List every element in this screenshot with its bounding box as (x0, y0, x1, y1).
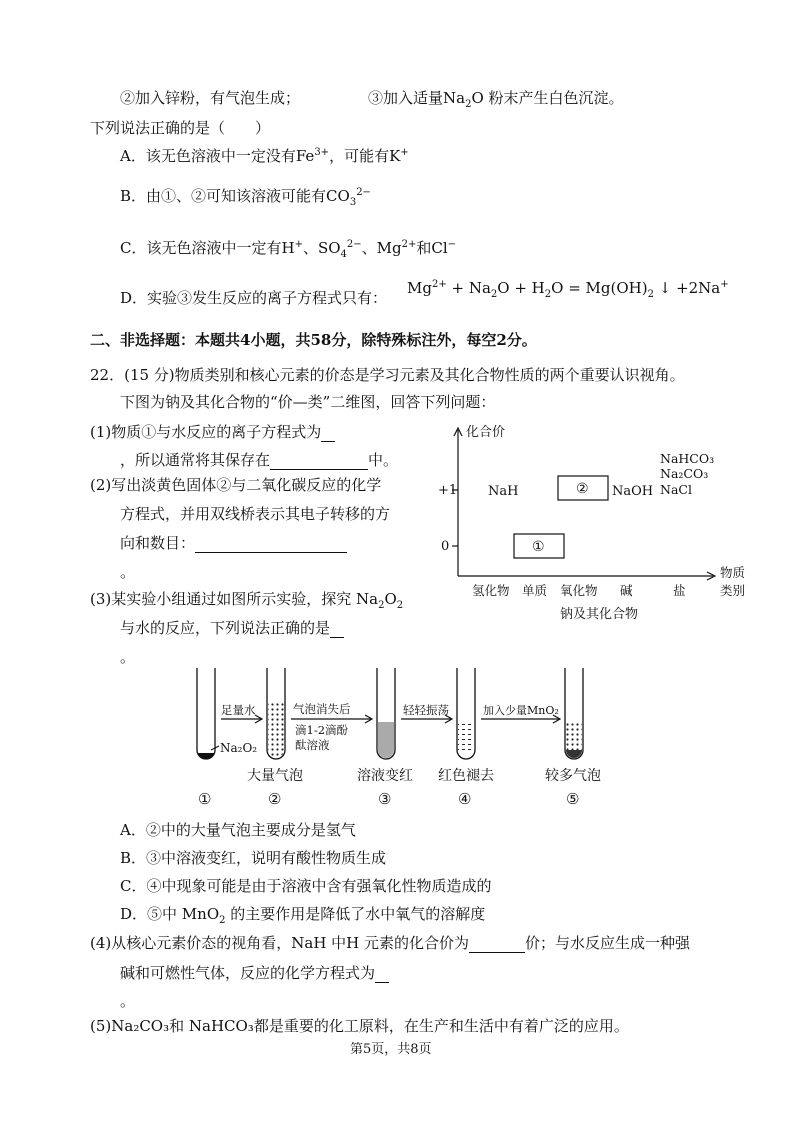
tube3-caption: 溶液变红 (357, 768, 413, 784)
q22-stem-line2: 下图为钠及其化合物的“价—类”二维图，回答下列问题： (120, 393, 496, 411)
tube4-number: ④ (458, 790, 472, 808)
x-cat-base: 碱 (620, 583, 633, 598)
ionic-equation: $Mg^{2+} + Na_2O + H_2O = Mg(OH)_2$ ↓ +2Na+ (407, 279, 729, 300)
x-axis-title-1: 物质 (720, 565, 746, 580)
arrow3-label: 轻轻振荡 (403, 703, 449, 717)
q21-option-a: A．该无色溶液中一定没有$Fe^{3+}$，可能有K+ (120, 147, 409, 165)
tube5-number: ⑤ (566, 790, 580, 808)
q21-option-c: C．该无色溶液中一定有H+、$SO_4^{2-}$、$Mg^{2+}$和Cl− (120, 239, 457, 260)
page-footer: 第5页，共8页 (350, 1042, 432, 1057)
q22-part3-line3: 。 (120, 648, 136, 666)
nah-label: NaH (488, 484, 519, 499)
q22-stem-line1: 22．(15 分)物质类别和核心元素的价态是学习元素及其化合物性质的两个重要认识视角。 (90, 366, 685, 384)
tube3-number: ③ (378, 790, 392, 808)
q22-part2-line1: (2)写出淡黄色固体②与二氧化碳反应的化学 (90, 476, 382, 494)
item-3-text: ③加入适量$Na_2O$ 粉末产生白色沉淀。 (368, 89, 624, 110)
tube4-caption: 红色褪去 (438, 768, 494, 784)
y-tick-0: 0 (441, 539, 450, 554)
y-tick-plus1: +1 (438, 483, 458, 498)
tube2-caption: 大量气泡 (247, 768, 303, 784)
arrow2-label-1: 气泡消失后 (293, 702, 351, 716)
q22-part3-line2: 与水的反应，下列说法正确的是 (120, 618, 344, 638)
answer-blank[interactable] (321, 425, 335, 442)
answer-blank[interactable] (469, 936, 525, 953)
experiment-diagram (185, 662, 615, 810)
box-1-label: ① (532, 539, 545, 555)
q22-part1-line1: (1)物质①与水反应的离子方程式为 (90, 422, 335, 442)
tube5-caption: 较多气泡 (545, 768, 601, 784)
x-cat-hydride: 氢化物 (472, 583, 510, 598)
q22-part3-line1: (3)某实验小组通过如图所示实验，探究 $Na_2O_2$ (90, 590, 404, 611)
q22-3-option-d: D．⑤中 MnO$_2$ 的主要作用是降低了水中氧气的溶解度 (120, 905, 486, 926)
na2o2-label: Na₂O₂ (220, 741, 258, 755)
naoh-label: NaOH (612, 484, 654, 499)
q21-stem: 下列说法正确的是（ ） (90, 119, 271, 137)
item-2-text: ②加入锌粉，有气泡生成； (120, 89, 301, 107)
q22-part4-line2: 碱和可燃性气体，反应的化学方程式为 (120, 963, 389, 983)
tube2-number: ② (268, 790, 282, 808)
test-tube-1 (197, 668, 215, 759)
q21-option-d: D．实验③发生反应的离子方程式只有： (120, 289, 388, 307)
q22-part2-line2: 方程式，并用双线桥表示其电子转移的方 (120, 505, 391, 523)
salt-nacl: NaCl (660, 482, 692, 497)
x-cat-salt: 盐 (673, 583, 686, 598)
x-cat-oxide: 氧化物 (560, 583, 598, 598)
q22-part2-line4: 。 (120, 563, 136, 581)
salt-nahco3: NaHCO₃ (660, 451, 715, 466)
q22-3-option-b: B．③中溶液变红，说明有酸性物质生成 (120, 849, 387, 867)
q22-part4-line3: 。 (120, 992, 136, 1010)
diagram-caption: 钠及其化合物 (560, 607, 639, 622)
q22-3-option-c: C．④中现象可能是由于溶液中含有强氧化性物质造成的 (120, 877, 492, 895)
box-2-label: ② (576, 481, 589, 497)
section-2-heading: 二、非选择题：本题共4小题，共58分，除特殊标注外，每空2分。 (90, 331, 537, 349)
x-axis-title-2: 类别 (720, 583, 746, 598)
valence-category-diagram (408, 418, 788, 630)
q22-part4-line1: (4)从核心元素价态的视角看，NaH 中H 元素的化合价为 价；与水反应生成一种强 (90, 934, 691, 952)
y-axis-title: 化合价 (466, 425, 506, 440)
q22-part2-line3: 向和数目： (120, 533, 347, 553)
x-cat-element: 单质 (522, 583, 548, 598)
answer-blank[interactable] (270, 453, 368, 470)
arrow2-label-3: 酞溶液 (295, 738, 330, 752)
q22-3-option-a: A．②中的大量气泡主要成分是氢气 (120, 821, 356, 839)
answer-blank[interactable] (330, 621, 344, 638)
q22-part5-line1: (5)Na₂CO₃和 NaHCO₃都是重要的化工原料，在生产和生活中有着广泛的应用。 (90, 1017, 629, 1035)
answer-blank[interactable] (375, 966, 389, 983)
q22-part1-line2: ，所以通常将其保存在 中。 (120, 451, 399, 469)
arrow4-label: 加入少量MnO₂ (483, 704, 559, 717)
salt-na2co3: Na₂CO₃ (660, 466, 709, 481)
arrow2-label-2: 滴1-2滴酚 (295, 723, 349, 737)
answer-blank[interactable] (195, 536, 347, 553)
tube1-number: ① (198, 790, 212, 808)
arrow1-label: 足量水 (221, 703, 256, 717)
q21-option-b: B．由①、②可知该溶液可能有$CO_3^{2-}$ (120, 187, 371, 208)
